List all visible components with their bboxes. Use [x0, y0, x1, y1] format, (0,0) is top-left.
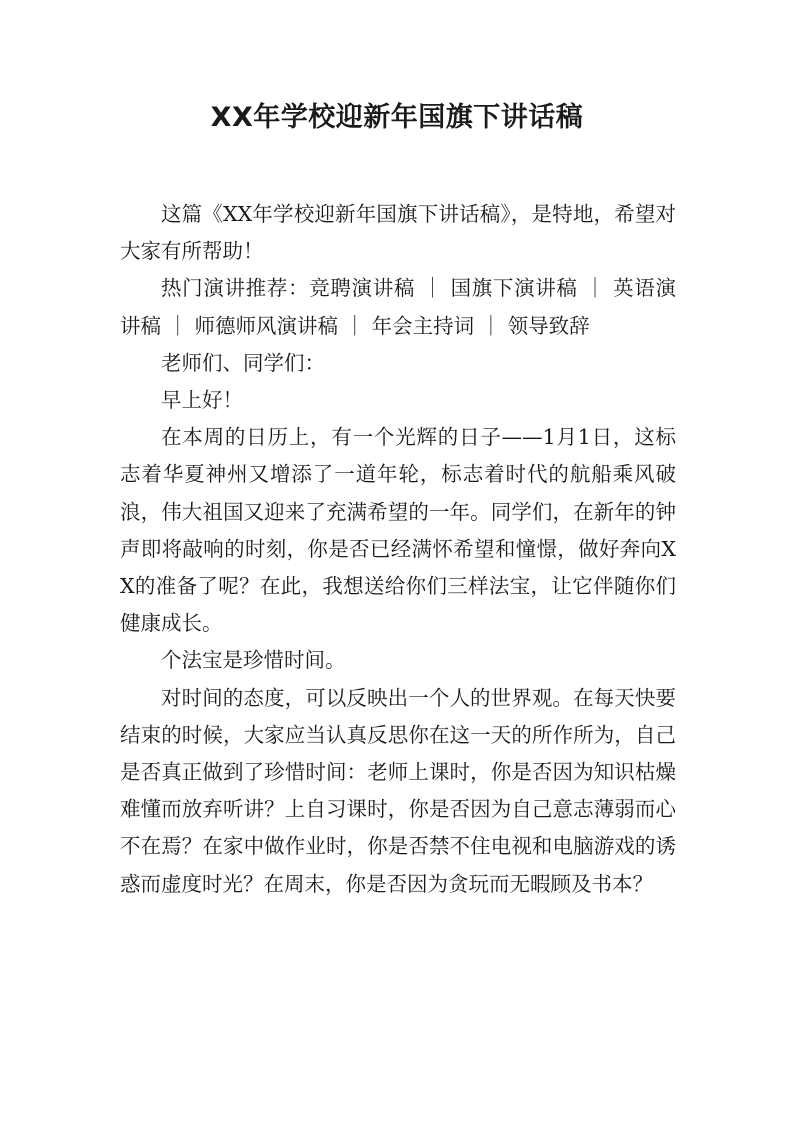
- new-year-paragraph: 在本周的日历上，有一个光辉的日子——1月1日，这标志着华夏神州又增添了一道年轮，标志着时代的航船乘风破浪，伟大祖国又迎来了充满希望的一年。同学们，在新年的钟声即将敲响的时刻，你是否已经满怀希望和憧憬，做好奔向XX的准备了呢？在此，我想送给你们三样法宝，让它伴随你们健康成长。: [120, 425, 676, 636]
- document-title: XX年学校迎新年国旗下讲话稿: [210, 102, 584, 133]
- intro-paragraph: 这篇《XX年学校迎新年国旗下讲话稿》，是特地，希望对大家有所帮助！: [120, 202, 676, 264]
- first-treasure-paragraph: 个法宝是珍惜时间。: [161, 648, 346, 673]
- salutation-paragraph: 老师们、同学们：: [161, 350, 325, 375]
- recommendation-paragraph: 热门演讲推荐：竞聘演讲稿 ｜ 国旗下演讲稿 ｜ 英语演讲稿 ｜ 师德师风演讲稿 ｜ 年会主持词 ｜ 领导致辞: [120, 276, 676, 338]
- greeting-paragraph: 早上好！: [161, 388, 243, 413]
- time-attitude-paragraph: 对时间的态度，可以反映出一个人的世界观。在每天快要结束的时候，大家应当认真反思你在这一天的所作所为，自己是否真正做到了珍惜时间：老师上课时，你是否因为知识枯燥难懂而放弃听讲？上自习课时，你是否因为自己意志薄弱而心不在焉？在家中做作业时，你是否禁不住电视和电脑游戏的诱惑而虚度时光？在周末，你是否因为贪玩而无暇顾及书本？: [120, 685, 676, 896]
- document-body: [120, 196, 676, 903]
